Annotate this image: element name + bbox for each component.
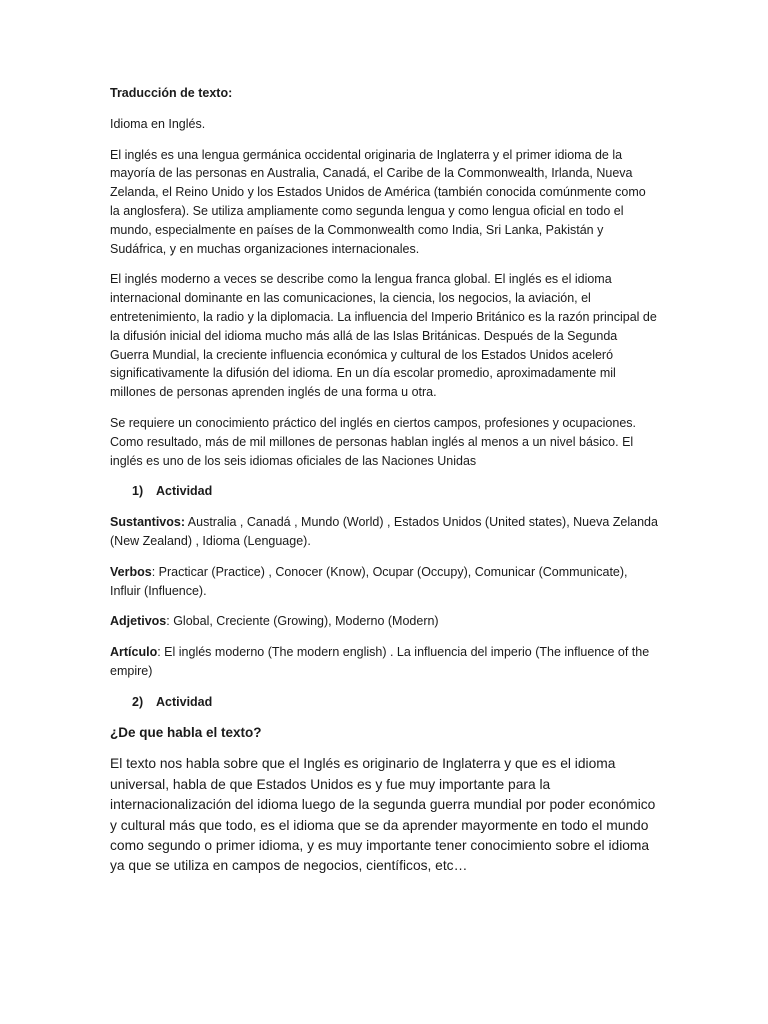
definition-sustantivos [110,513,658,551]
paragraph-1: El inglés es una lengua germánica occidental originaria de Inglaterra y el primer idioma de la mayoría de las personas en Australia, Canadá, el Caribe de la Commonwealth, Irlanda, Nueva Zelanda, el Reino Unido y los Estados Unidos de América (también conocida comúnmente como la anglosfera). Se utiliza ampliamente como segunda lengua y como lengua oficial en todo el mundo, especialmente en países de la Commonwealth como India, Sri Lanka, Pakistán y Sudáfrica, y en muchas organizaciones internacionales. [110,147,646,256]
activity-2-label: Actividad [156,694,213,709]
definition-text: : El inglés moderno (The modern english) . La influencia del imperio (The influence of the empire) [110,645,650,678]
definition-term: Artículo [110,645,158,660]
paragraph-3: Se requiere un conocimiento práctico del inglés en ciertos campos, profesiones y ocupaciones. Como resultado, más de mil millones de personas hablan inglés al menos a un nivel básico. El inglés es uno de los seis idiomas oficiales de las Naciones Unidas [110,415,636,468]
document-title: Traducción de texto: [110,86,233,100]
definition-articulo [110,643,658,681]
answer-paragraph: El texto nos habla sobre que el Inglés es originario de Inglaterra y que es el idioma universal, habla de que Estados Unidos es y fue muy importante para la internacionalización del idioma luego de la segunda guerra mundial por poder económico y cultural más que todo, es el idioma que se da aprender mayormente en todo el mundo como segundo o primer idioma, y es muy importante tener conocimiento sobre el idioma ya que se utiliza en campos de negocios, científicos, etc… [110,756,656,874]
paragraph-2: El inglés moderno a veces se describe como la lengua franca global. El inglés es el idioma internacional dominante en las comunicaciones, la ciencia, los negocios, la aviación, el entretenimiento, la radio y la diplomacia. La influencia del Imperio Británico es la razón principal de la difusión inicial del idioma mucho más allá de las Islas Británicas. Después de la Segunda Guerra Mundial, la creciente influencia económica y cultural de los Estados Unidos aceleró significativamente la difusión del idioma. En un día escolar promedio, aproximadamente mil millones de personas aprenden inglés de una forma u otra. [110,272,657,400]
definition-adjetivos [110,612,658,631]
activity-1-number: 1) [132,484,144,499]
activity-1-heading [110,482,658,501]
question-heading: ¿De que habla el texto? [110,724,262,740]
definition-term: Adjetivos [110,614,167,629]
definition-verbos [110,563,658,601]
activity-2-number: 2) [132,694,144,709]
definition-text: Australia , Canadá , Mundo (World) , Estados Unidos (United states), Nueva Zelanda (New Zealand) , Idioma (Lenguage). [110,515,658,548]
definition-text: : Global, Creciente (Growing), Moderno (Modern) [166,614,439,629]
definition-term: Sustantivos: [110,515,186,530]
activity-1-label: Actividad [156,484,213,499]
activity-2-heading [110,693,658,712]
document-subtitle: Idioma en Inglés. [110,116,206,131]
document-page [110,84,658,877]
definition-text: : Practicar (Practice) , Conocer (Know), Ocupar (Occupy), Comunicar (Communicate), Influir (Influence). [110,564,628,598]
definition-term: Verbos [110,564,152,579]
